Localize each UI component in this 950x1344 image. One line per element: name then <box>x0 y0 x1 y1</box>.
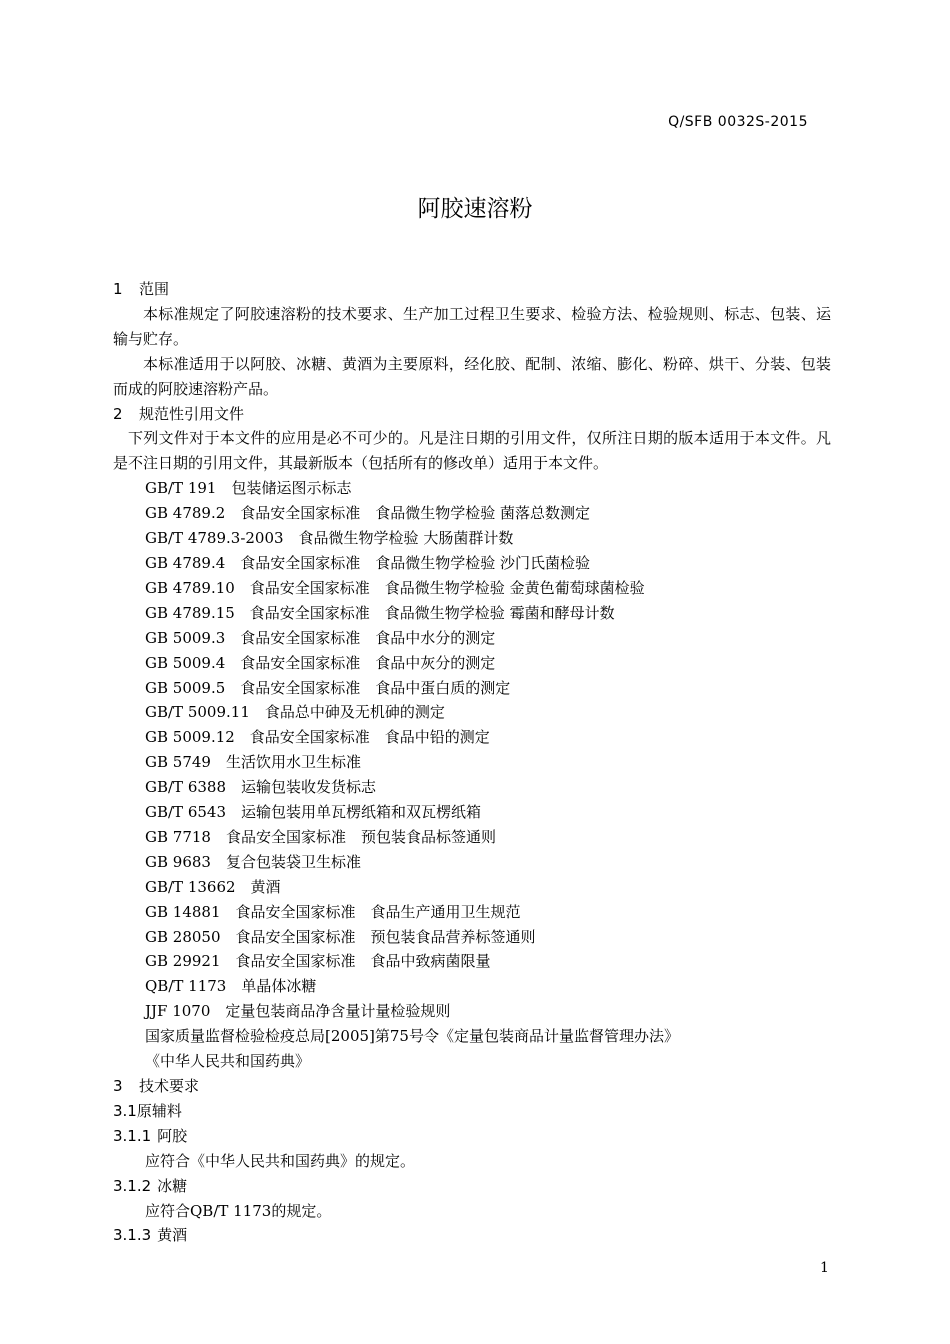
subsection-text-3-1-2: 应符合QB/T 1173的规定。 <box>145 1201 332 1220</box>
scope-paragraph-2: 本标准适用于以阿胶、冰糖、黄酒为主要原料，经化胶、配制、浓缩、膨化、粉碎、烘干、分装、包装而成的阿胶速溶粉产品。 <box>113 354 831 398</box>
reference-item: GB 9683 复合包装袋卫生标准 <box>145 852 361 871</box>
reference-item: GB 5009.3 食品安全国家标准 食品中水分的测定 <box>145 628 496 647</box>
subsection-number: 3.1.2 <box>113 1176 152 1195</box>
subsection-heading-3-1 <box>113 1099 831 1124</box>
page-number: 1 <box>820 1260 829 1276</box>
reference-item: GB 4789.4 食品安全国家标准 食品微生物学检验 沙门氏菌检验 <box>145 553 591 572</box>
section-heading-references <box>113 402 831 427</box>
reference-item: GB 4789.2 食品安全国家标准 食品微生物学检验 菌落总数测定 <box>145 504 591 523</box>
document-title: 阿胶速溶粉 <box>417 196 533 222</box>
reference-item: GB 5009.5 食品安全国家标准 食品中蛋白质的测定 <box>145 678 511 697</box>
reference-item: GB 5009.12 食品安全国家标准 食品中铅的测定 <box>145 728 490 747</box>
section-number: 2 <box>113 404 123 423</box>
reference-item: GB/T 4789.3-2003 食品微生物学检验 大肠菌群计数 <box>145 529 514 548</box>
reference-item: JJF 1070 定量包装商品净含量计量检验规则 <box>145 1002 451 1021</box>
reference-item: GB/T 5009.11 食品总中砷及无机砷的测定 <box>145 703 445 722</box>
reference-item: GB/T 6388 运输包装收发货标志 <box>145 778 377 797</box>
section-title: 技术要求 <box>139 1077 200 1095</box>
section-number: 3 <box>113 1077 123 1095</box>
reference-item: GB/T 6543 运输包装用单瓦楞纸箱和双瓦楞纸箱 <box>145 803 482 822</box>
subsection-text-3-1-1: 应符合《中华人民共和国药典》的规定。 <box>145 1151 416 1170</box>
reference-item: GB 4789.15 食品安全国家标准 食品微生物学检验 霉菌和酵母计数 <box>145 603 615 622</box>
reference-item: 《中华人民共和国药典》 <box>145 1052 311 1071</box>
subsection-title: 阿胶 <box>157 1126 188 1145</box>
section-title: 范围 <box>139 280 170 298</box>
references-intro: 下列文件对于本文件的应用是必不可少的。凡是注日期的引用文件，仅所注日期的版本适用于本文件。凡是不注日期的引用文件，其最新版本（包括所有的修改单）适用于本文件。 <box>113 429 831 473</box>
reference-item: GB/T 13662 黄酒 <box>145 877 281 896</box>
reference-item: GB/T 191 包装储运图示标志 <box>145 479 352 498</box>
reference-item: GB 28050 食品安全国家标准 预包装食品营养标签通则 <box>145 927 536 946</box>
subsection-heading-3-1-3 <box>113 1223 831 1248</box>
section-heading-tech <box>113 1074 831 1099</box>
section-number: 1 <box>113 280 123 298</box>
scope-paragraph-1: 本标准规定了阿胶速溶粉的技术要求、生产加工过程卫生要求、检验方法、检验规则、标志、包装、运输与贮存。 <box>113 304 831 348</box>
reference-item: GB 14881 食品安全国家标准 食品生产通用卫生规范 <box>145 902 521 921</box>
document-body <box>113 277 831 1248</box>
subsection-title: 黄酒 <box>157 1226 188 1245</box>
reference-item: GB 5749 生活饮用水卫生标准 <box>145 753 361 772</box>
reference-item: QB/T 1173 单晶体冰糖 <box>145 977 317 996</box>
reference-item: GB 5009.4 食品安全国家标准 食品中灰分的测定 <box>145 653 496 672</box>
subsection-number: 3.1.3 <box>113 1226 152 1245</box>
subsection-title: 冰糖 <box>157 1176 188 1195</box>
subsection-title: 原辅料 <box>136 1101 182 1120</box>
subsection-number: 3.1 <box>113 1101 137 1120</box>
subsection-number: 3.1.1 <box>113 1126 152 1145</box>
section-title: 规范性引用文件 <box>139 404 245 423</box>
subsection-heading-3-1-2 <box>113 1174 831 1199</box>
reference-item: GB 29921 食品安全国家标准 食品中致病菌限量 <box>145 952 491 971</box>
section-heading-scope <box>113 277 831 302</box>
reference-item: GB 4789.10 食品安全国家标准 食品微生物学检验 金黄色葡萄球菌检验 <box>145 578 645 597</box>
reference-list <box>113 476 831 1074</box>
reference-item: GB 7718 食品安全国家标准 预包装食品标签通则 <box>145 827 496 846</box>
reference-item: 国家质量监督检验检疫总局[2005]第75号令《定量包装商品计量监督管理办法》 <box>145 1027 679 1046</box>
subsection-heading-3-1-1 <box>113 1124 831 1149</box>
standard-code: Q/SFB 0032S-2015 <box>668 114 808 130</box>
